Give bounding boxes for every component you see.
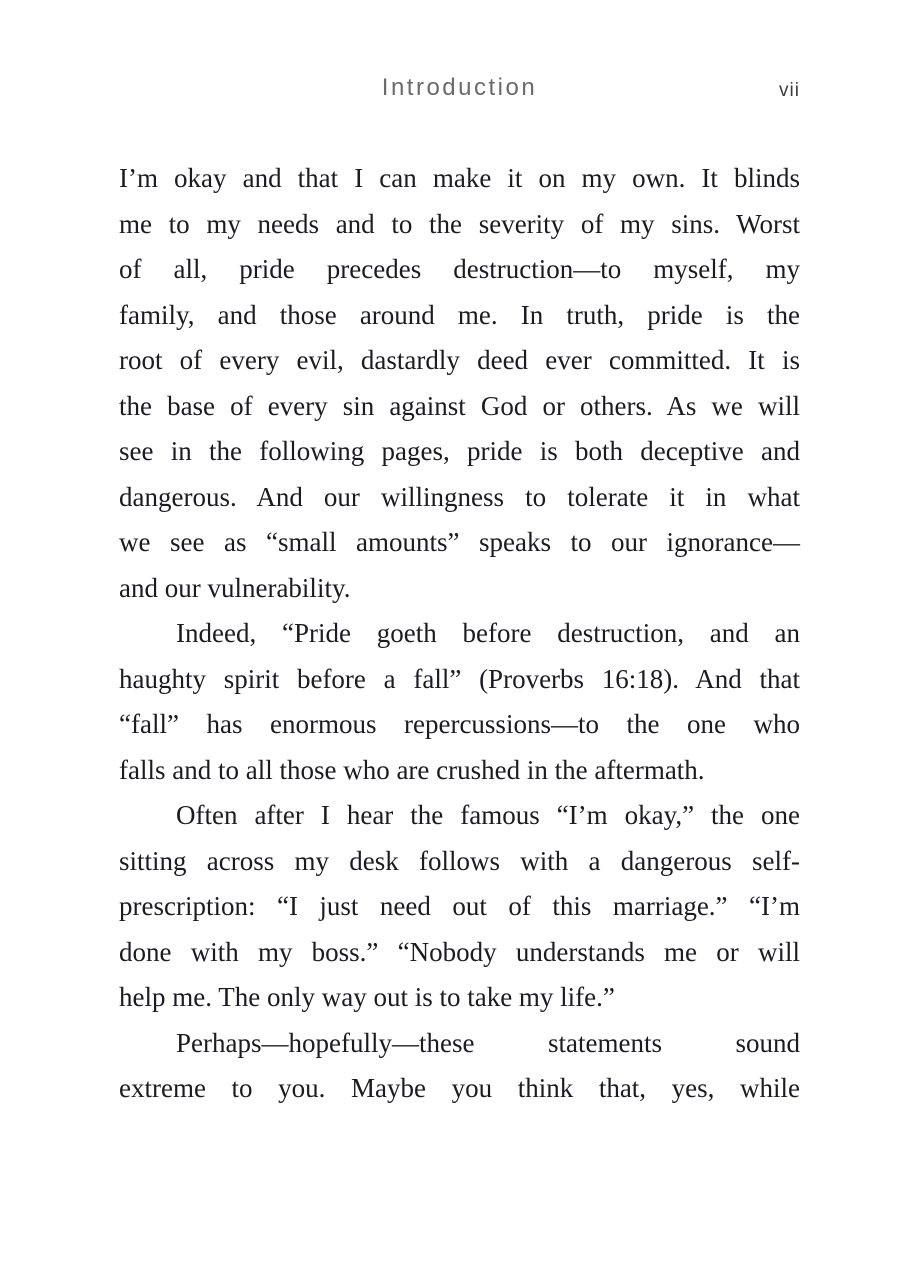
- body-text: [119, 156, 800, 1112]
- text-line: of all, pride precedes destruction—to myself, my: [119, 254, 800, 284]
- text-line: dangerous. And our willingness to tolerate it in what: [119, 481, 800, 512]
- text-line: Indeed, “Pride goeth before destruction, and an: [176, 618, 800, 648]
- text-line: I’m okay and that I can make it on my own. It blinds: [119, 163, 800, 193]
- text-line: haughty spirit before a fall” (Proverbs 16:18). And that: [119, 663, 800, 694]
- text-line: done with my boss.” “Nobody understands me or will: [119, 936, 800, 967]
- text-line: the base of every sin against God or others. As we will: [119, 390, 800, 421]
- text-line: sitting across my desk follows with a dangerous self-: [119, 845, 800, 876]
- text-line: “fall” has enormous repercussions—to the one who: [119, 709, 800, 739]
- text-line: falls and to all those who are crushed in the aftermath.: [119, 754, 705, 785]
- text-line: and our vulnerability.: [119, 572, 351, 603]
- text-line: prescription: “I just need out of this marriage.” “I’m: [119, 891, 800, 921]
- chapter-title: Introduction: [381, 74, 538, 101]
- text-line: family, and those around me. In truth, pride is the: [119, 299, 800, 330]
- text-line: extreme to you. Maybe you think that, yes, while: [119, 1073, 800, 1103]
- running-head: [119, 74, 800, 110]
- page-number: vii: [779, 80, 800, 101]
- text-line: we see as “small amounts” speaks to our ignorance—: [119, 527, 800, 557]
- text-line: Perhaps—hopefully—these statements sound: [176, 1027, 800, 1058]
- text-line: help me. The only way out is to take my life.”: [119, 982, 615, 1012]
- text-line: see in the following pages, pride is both deceptive and: [119, 436, 800, 466]
- text-line: root of every evil, dastardly deed ever committed. It is: [119, 345, 800, 375]
- text-line: Often after I hear the famous “I’m okay,” the one: [176, 800, 800, 830]
- text-line: me to my needs and to the severity of my sins. Worst: [119, 208, 800, 239]
